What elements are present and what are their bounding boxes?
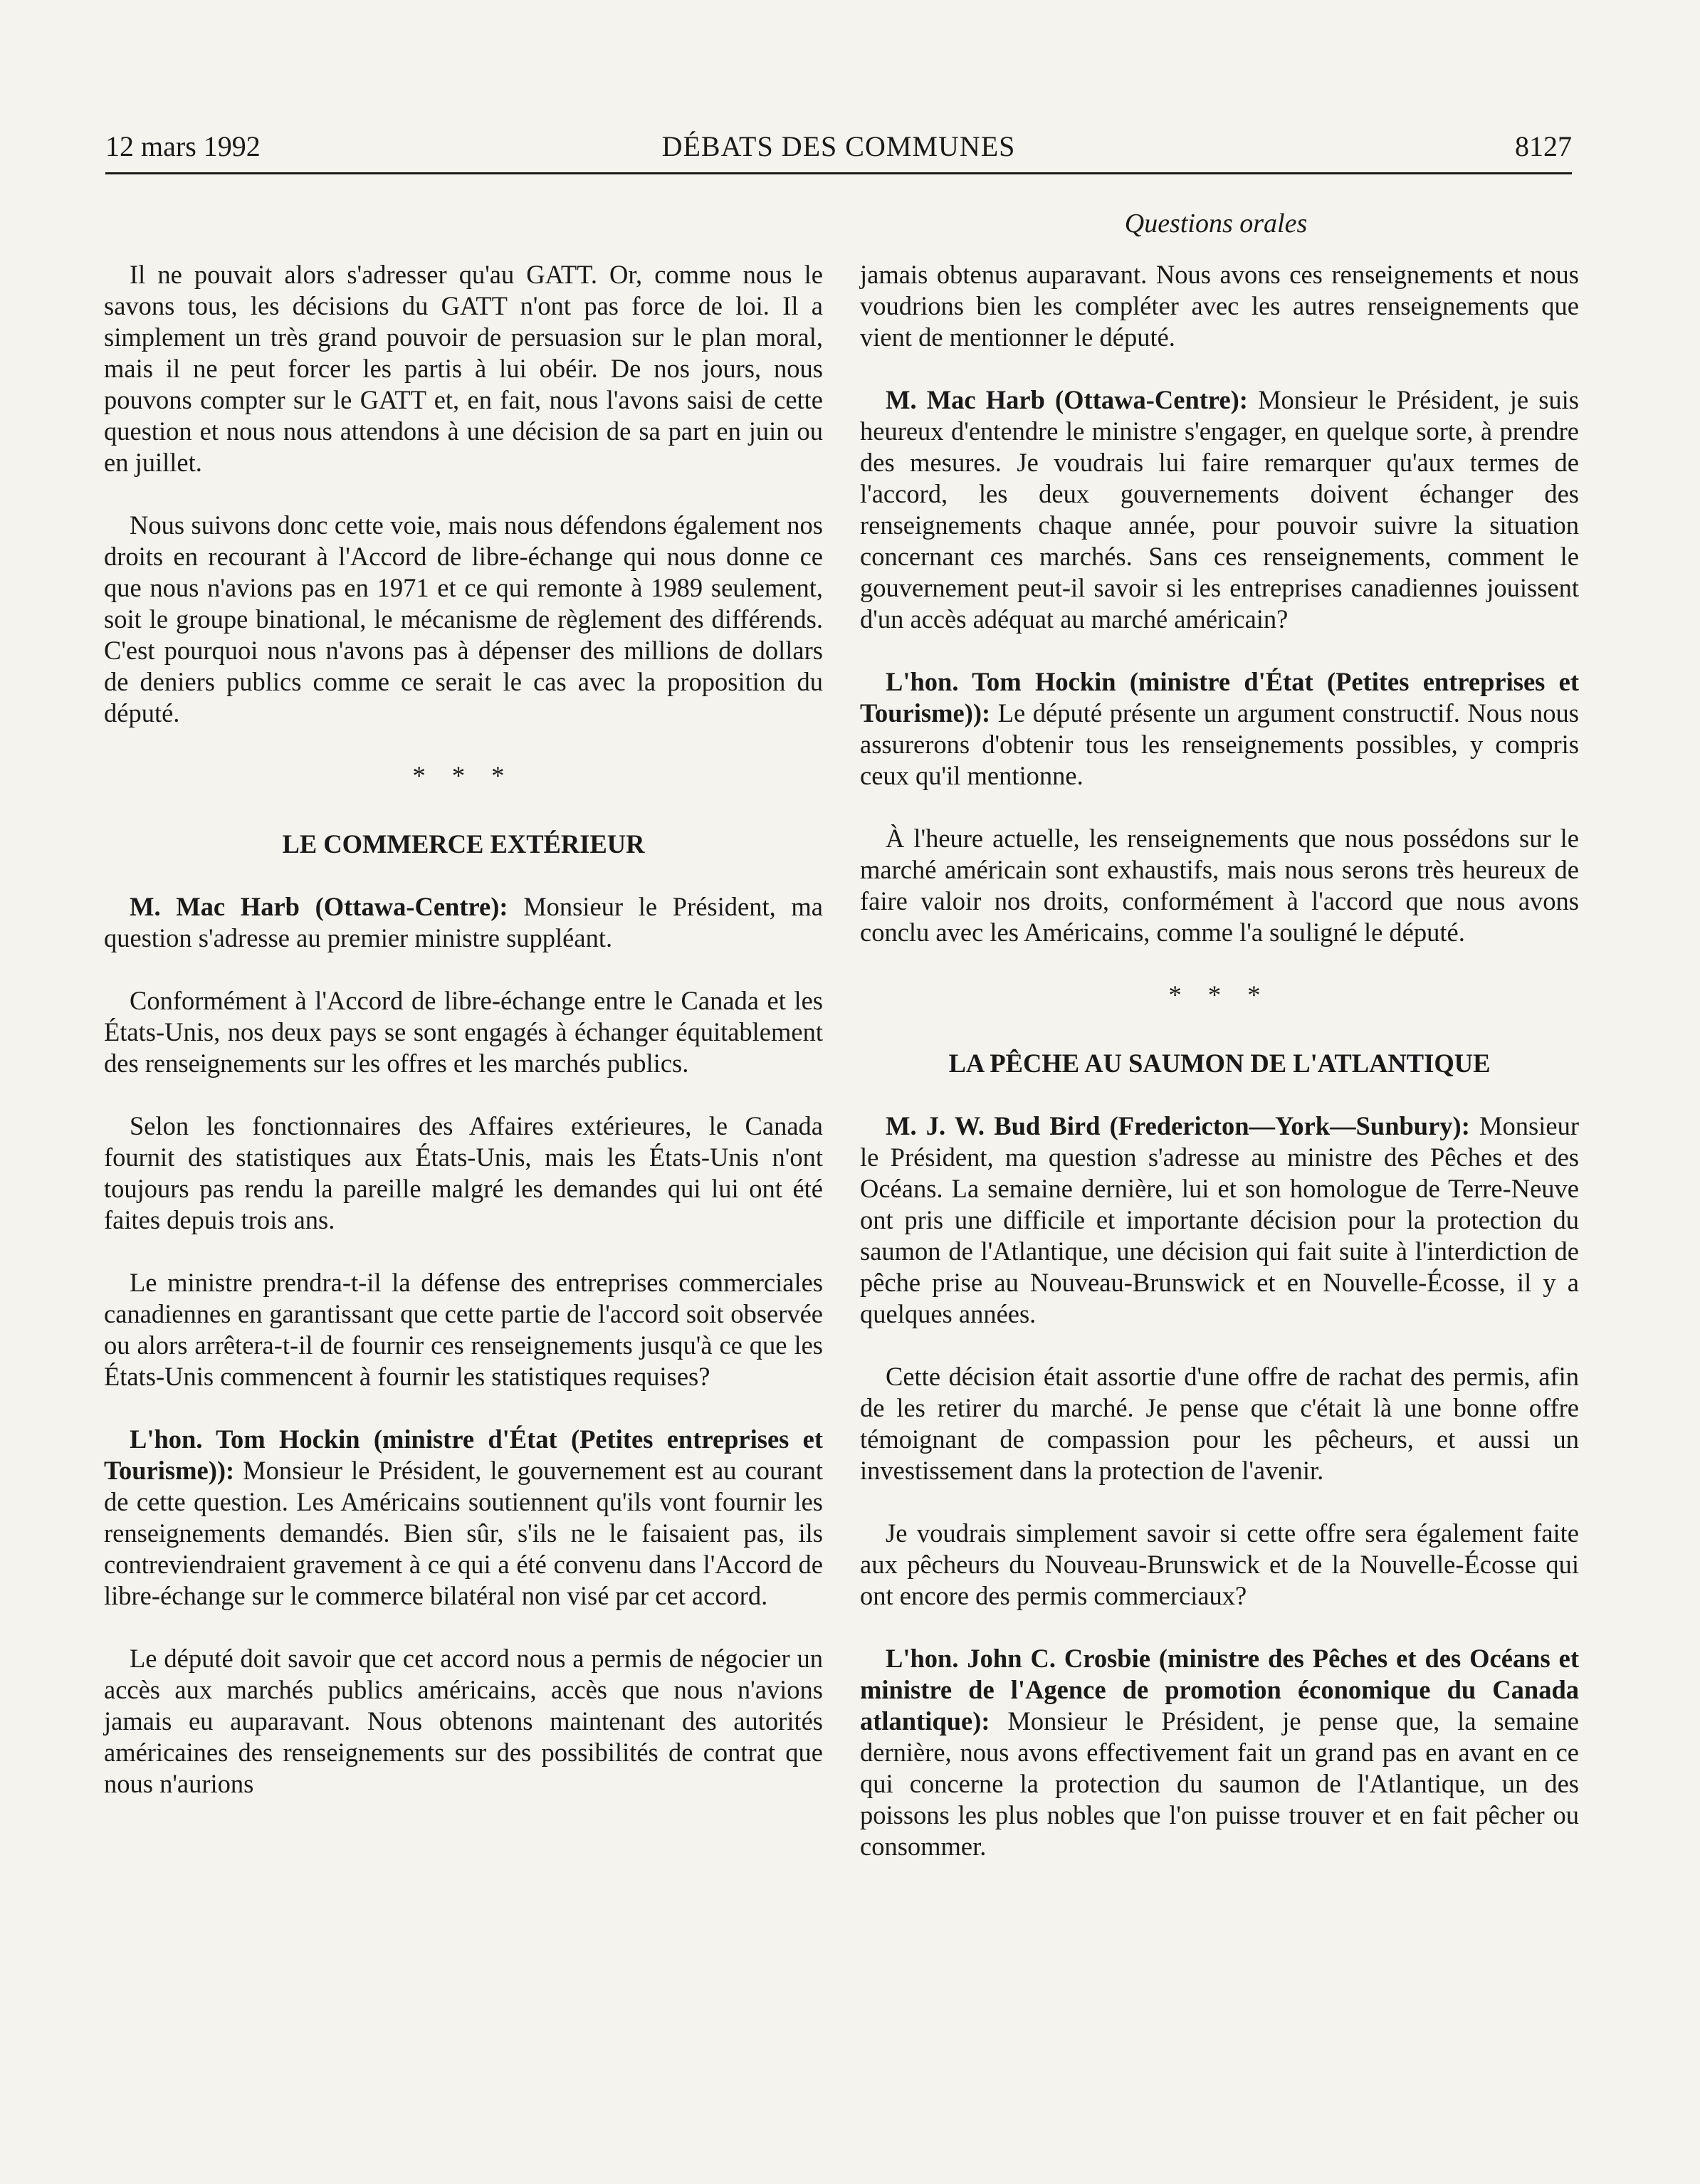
- header-title: DÉBATS DES COMMUNES: [661, 130, 1016, 162]
- paragraph: À l'heure actuelle, les renseignements que nous possédons sur le marché américain sont exhaustifs, mais nous serons très heureux de faire valoir nos droits, conformément à l'accord que nous avons conclu avec les Américains, comme l'a souligné le député.: [860, 824, 1579, 947]
- speech-text: Monsieur le Président, ma question s'adresse au premier ministre suppléant.: [104, 892, 823, 952]
- paragraph: Il ne pouvait alors s'adresser qu'au GATT. Or, comme nous le savons tous, les décisions du GATT n'ont pas force de loi. Il a simplement un très grand pouvoir de persuasion sur le plan moral, mais il ne peut forcer les partis à lui obéir. De nos jours, nous pouvons compter sur le GATT et, en fait, nous l'avons saisi de cette question et nous nous attendons à une décision de sa part en juin ou en juillet.: [104, 260, 823, 477]
- speech-text: Monsieur le Président, ma question s'adresse au ministre des Pêches et des Océans. La semaine dernière, lui et son homologue de Terre-Neuve ont pris une difficile et importante décision pour la protection du saumon de l'Atlantique, une décision qui fait suite à l'interdiction de pêche prise au Nouveau-Brunswick et en Nouvelle-Écosse, il y a quelques années.: [860, 1111, 1580, 1328]
- section-heading: LE COMMERCE EXTÉRIEUR: [282, 829, 645, 859]
- section-heading: LA PÊCHE AU SAUMON DE L'ATLANTIQUE: [948, 1049, 1491, 1078]
- paragraph: Nous suivons donc cette voie, mais nous défendons également nos droits en recourant à l'Accord de libre-échange qui nous donne ce que nous n'avions pas en 1971 et ce qui remonte à 1989 seulement, soit le groupe binational, le mécanisme de règlement des différends. C'est pourquoi nous n'avons pas à dépenser des millions de dollars de deniers publics comme ce serait le cas avec la proposition du député.: [104, 510, 823, 728]
- speaker-name: L'hon. Tom Hockin (ministre d'État (Petites entreprises et Tourisme)):: [860, 667, 1579, 728]
- header-date: 12 mars 1992: [105, 130, 261, 162]
- running-header: [105, 130, 1572, 174]
- paragraph: Le ministre prendra-t-il la défense des entreprises commerciales canadiennes en garantissant que cette partie de l'accord soit observée ou alors arrêtera-t-il de fournir ces renseignements jusqu'à ce que les États-Unis commencent à fournir les statistiques requises?: [104, 1268, 823, 1391]
- paragraph: Je voudrais simplement savoir si cette offre sera également faite aux pêcheurs du Nouveau-Brunswick et de la Nouvelle-Écosse qui ont encore des permis commerciaux?: [860, 1518, 1579, 1610]
- speaker-name: M. J. W. Bud Bird (Fredericton—York—Sunbury):: [886, 1111, 1470, 1140]
- paragraph: Selon les fonctionnaires des Affaires extérieures, le Canada fournit des statistiques aux États-Unis, mais les États-Unis n'ont toujours pas rendu la pareille malgré les demandes qui lui ont été faites depuis trois ans.: [104, 1111, 823, 1234]
- paragraph: [860, 1111, 1579, 1330]
- speaker-name: M. Mac Harb (Ottawa-Centre):: [886, 385, 1248, 414]
- paragraph: [860, 384, 1579, 635]
- section-separator: * * *: [1168, 980, 1271, 1009]
- speech-text: Monsieur le Président, je pense que, la semaine dernière, nous avons effectivement fait un grand pas en avant en ce qui concerne la protection du saumon de l'Atlantique, un des poissons les plus nobles que l'on puisse trouver et en fait pêcher ou consommer.: [860, 1706, 1579, 1861]
- paragraph: [104, 891, 823, 954]
- speech-text: Monsieur le Président, le gouvernement est au courant de cette question. Les Américains soutiennent qu'ils vont fournir les renseignements demandés. Bien sûr, s'ils ne le faisaient pas, ils contreviendraient gravement à ce qui a été convenu dans l'Accord de libre-échange sur le commerce bilatéral non visé par cet accord.: [104, 1456, 823, 1610]
- paragraph: Cette décision était assortie d'une offre de rachat des permis, afin de les retirer du marché. Je pense que c'était là une bonne offre témoignant de compassion pour les pêcheurs, et aussi un investissement dans la protection de l'avenir.: [860, 1362, 1579, 1485]
- speech-text: Le député présente un argument constructif. Nous nous assurerons d'obtenir tous les renseignements possibles, y compris ceux qu'il mentionne.: [860, 698, 1579, 790]
- speaker-name: M. Mac Harb (Ottawa-Centre):: [130, 892, 508, 921]
- paragraph: [860, 1643, 1579, 1862]
- paragraph: Le député doit savoir que cet accord nous a permis de négocier un accès aux marchés publics américains, accès que nous n'avions jamais eu auparavant. Nous obtenons maintenant des autorités américaines des renseignements sur des possibilités de contrat que nous n'aurions: [104, 1644, 823, 1798]
- section-label: Questions orales: [1124, 209, 1308, 238]
- paragraph: [104, 1424, 823, 1612]
- section-separator: * * *: [412, 761, 515, 790]
- right-column: [860, 259, 1579, 1894]
- speech-text: Monsieur le Président, je suis heureux d'entendre le ministre s'engager, en quelque sorte, à prendre des mesures. Je voudrais lui faire remarquer qu'aux termes de l'accord, les deux gouvernements doivent échanger des renseignements chaque année, pour pouvoir suivre la situation concernant ces marchés. Sans ces renseignements, comment le gouvernement peut-il savoir si les entreprises canadiennes jouissent d'un accès adéquat au marché américain?: [860, 385, 1579, 634]
- left-column: [104, 259, 823, 1831]
- paragraph: Conformément à l'Accord de libre-échange entre le Canada et les États-Unis, nos deux pays se sont engagés à échanger équitablement des renseignements sur les offres et les marchés publics.: [104, 986, 823, 1078]
- speaker-name: L'hon. Tom Hockin (ministre d'État (Petites entreprises et Tourisme)):: [104, 1424, 823, 1485]
- speaker-name: L'hon. John C. Crosbie (ministre des Pêches et des Océans et ministre de l'Agence de promotion économique du Canada atlantique):: [860, 1644, 1579, 1736]
- paragraph: [860, 666, 1579, 792]
- page-number: 8127: [1515, 130, 1572, 162]
- paragraph: jamais obtenus auparavant. Nous avons ces renseignements et nous voudrions bien les compléter avec les autres renseignements que vient de mentionner le député.: [860, 260, 1579, 352]
